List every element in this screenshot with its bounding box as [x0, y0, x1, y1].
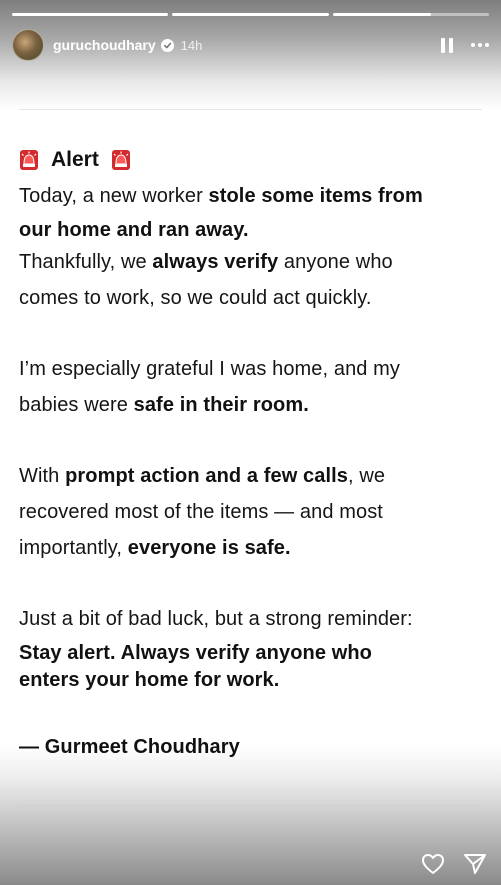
- siren-icon: [111, 149, 131, 171]
- send-icon[interactable]: [463, 852, 487, 881]
- bold-text-run: our home and ran away.: [19, 219, 249, 241]
- text-run: , we: [348, 465, 386, 487]
- story-actions: [421, 852, 487, 881]
- bold-text-run: Stay alert. Always verify anyone who: [19, 642, 372, 664]
- siren-icon: [19, 149, 39, 171]
- text-run: Today, a new worker: [19, 185, 209, 207]
- content-bottom-divider: [19, 805, 482, 806]
- bold-text-run: prompt action and a few calls: [65, 465, 349, 487]
- story-header: [12, 28, 489, 62]
- post-line: [19, 219, 249, 242]
- bold-text-run: always verify: [152, 251, 279, 273]
- heart-icon[interactable]: [421, 853, 445, 880]
- text-run: Just a bit of bad luck, but a strong reminder:: [19, 608, 413, 630]
- bold-text-run: stole some items from: [208, 185, 423, 207]
- alert-heading: [19, 148, 131, 172]
- text-run: importantly,: [19, 537, 128, 559]
- post-line: [19, 358, 400, 381]
- text-run: I’m especially grateful I was home, and my: [19, 358, 401, 380]
- post-line: [19, 394, 309, 417]
- text-run: With: [19, 465, 66, 487]
- verified-badge-icon: [161, 39, 174, 52]
- more-options-icon[interactable]: [471, 43, 489, 47]
- avatar[interactable]: [12, 29, 44, 61]
- post-line: [19, 669, 279, 692]
- post-timestamp: 14h: [180, 37, 203, 53]
- pause-icon[interactable]: [441, 37, 453, 53]
- content-top-divider: [19, 109, 482, 110]
- username[interactable]: guruchoudhary: [53, 37, 156, 53]
- text-run: comes to work, so we could act quickly.: [19, 287, 372, 309]
- bold-text-run: enters your home for work.: [19, 669, 280, 691]
- post-line: [19, 185, 423, 208]
- text-run: anyone who: [278, 251, 393, 273]
- bold-text-run: everyone is safe.: [127, 537, 291, 559]
- post-line: [19, 537, 291, 560]
- progress-segment: [172, 13, 328, 16]
- story-progress-bar: [12, 13, 489, 16]
- post-line: [19, 251, 393, 274]
- text-run: Thankfully, we: [19, 251, 153, 273]
- post-signature: [19, 736, 240, 759]
- post-line: [19, 287, 372, 310]
- bold-text-run: — Gurmeet Choudhary: [19, 736, 240, 758]
- post-line: [19, 642, 372, 665]
- post-line: [19, 608, 413, 631]
- progress-segment: [333, 13, 489, 16]
- progress-segment: [12, 13, 168, 16]
- alert-title: Alert: [51, 148, 99, 171]
- text-run: babies were: [19, 394, 134, 416]
- post-line: [19, 501, 383, 524]
- text-run: recovered most of the items — and most: [19, 501, 383, 523]
- post-line: [19, 465, 385, 488]
- bold-text-run: safe in their room.: [133, 394, 309, 416]
